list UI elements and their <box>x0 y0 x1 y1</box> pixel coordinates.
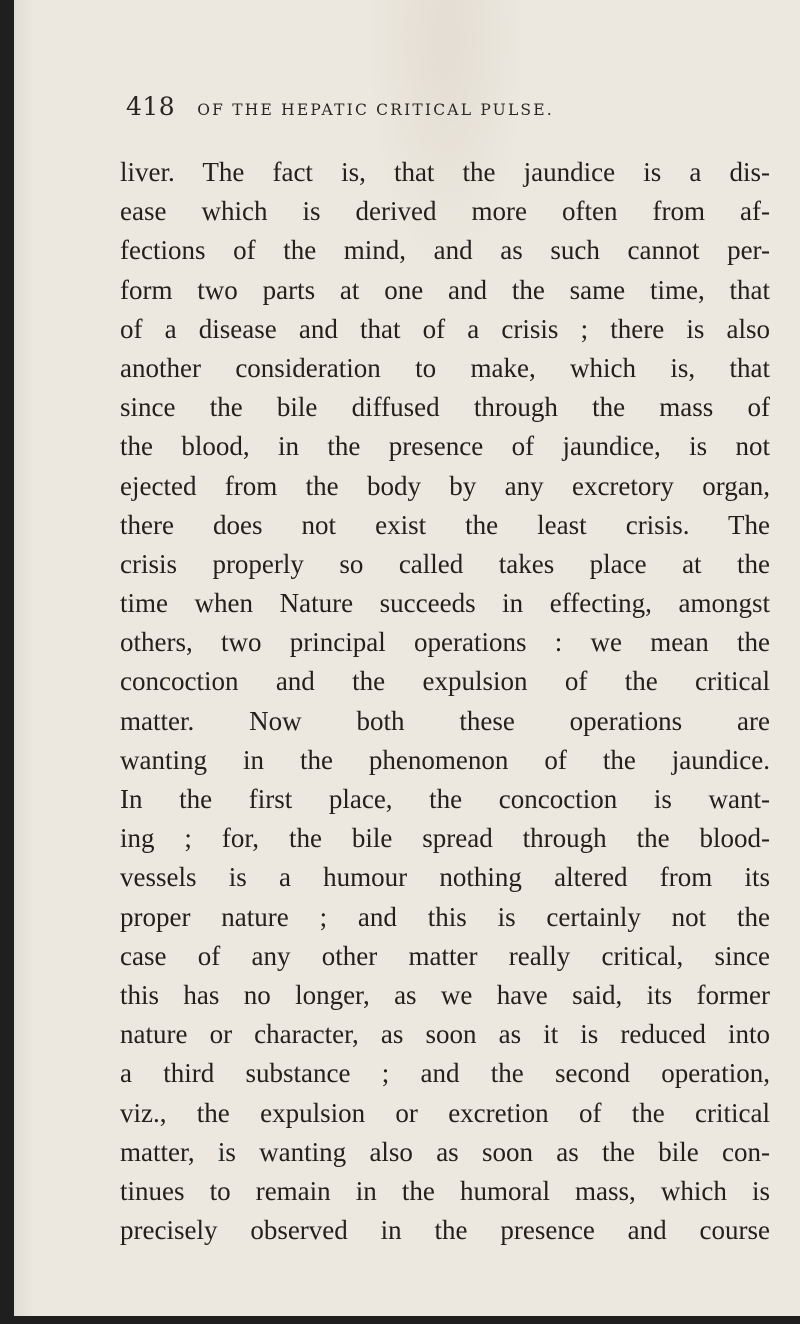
text-line: wanting in the phenomenon of the jaundice. <box>120 744 770 775</box>
page-number: 418 <box>126 92 176 121</box>
text-line: vessels is a humour nothing altered from its <box>120 862 770 893</box>
body-text <box>120 153 770 1250</box>
text-line: ing ; for, the bile spread through the blood- <box>120 823 770 854</box>
running-title: OF THE HEPATIC CRITICAL PULSE. <box>197 101 554 119</box>
text-line: In the first place, the concoction is want- <box>120 784 770 814</box>
text-line: of a disease and that of a crisis ; there is also <box>120 313 770 344</box>
text-line: ejected from the body by any excretory organ, <box>120 470 770 501</box>
text-line: concoction and the expulsion of the critical <box>120 666 770 697</box>
text-line: ease which is derived more often from af- <box>120 196 770 227</box>
text-line: since the bile diffused through the mass of <box>120 392 770 423</box>
text-line: tinues to remain in the humoral mass, which is <box>120 1175 770 1206</box>
text-line: there does not exist the least crisis. The <box>120 509 770 540</box>
text-line: precisely observed in the presence and course <box>120 1215 770 1246</box>
running-head <box>126 92 776 132</box>
text-line: liver. The fact is, that the jaundice is a dis- <box>120 157 770 187</box>
text-line: form two parts at one and the same time, that <box>120 274 770 305</box>
text-line: matter. Now both these operations are <box>120 705 770 736</box>
text-line: viz., the expulsion or excretion of the critical <box>120 1097 770 1128</box>
text-line: matter, is wanting also as soon as the bile con- <box>120 1136 770 1167</box>
text-line: case of any other matter really critical, since <box>120 940 770 971</box>
text-line: crisis properly so called takes place at the <box>120 548 770 579</box>
text-line: a third substance ; and the second operation, <box>120 1058 770 1089</box>
book-page <box>14 0 800 1316</box>
text-line: another consideration to make, which is, that <box>120 352 770 383</box>
text-line: this has no longer, as we have said, its former <box>120 979 770 1010</box>
text-line: fections of the mind, and as such cannot per- <box>120 235 770 266</box>
text-line: nature or character, as soon as it is reduced into <box>120 1019 770 1050</box>
text-line: proper nature ; and this is certainly not the <box>120 901 770 932</box>
text-line: time when Nature succeeds in effecting, amongst <box>120 588 770 619</box>
text-line: the blood, in the presence of jaundice, is not <box>120 431 770 462</box>
text-line: others, two principal operations : we mean the <box>120 627 770 658</box>
